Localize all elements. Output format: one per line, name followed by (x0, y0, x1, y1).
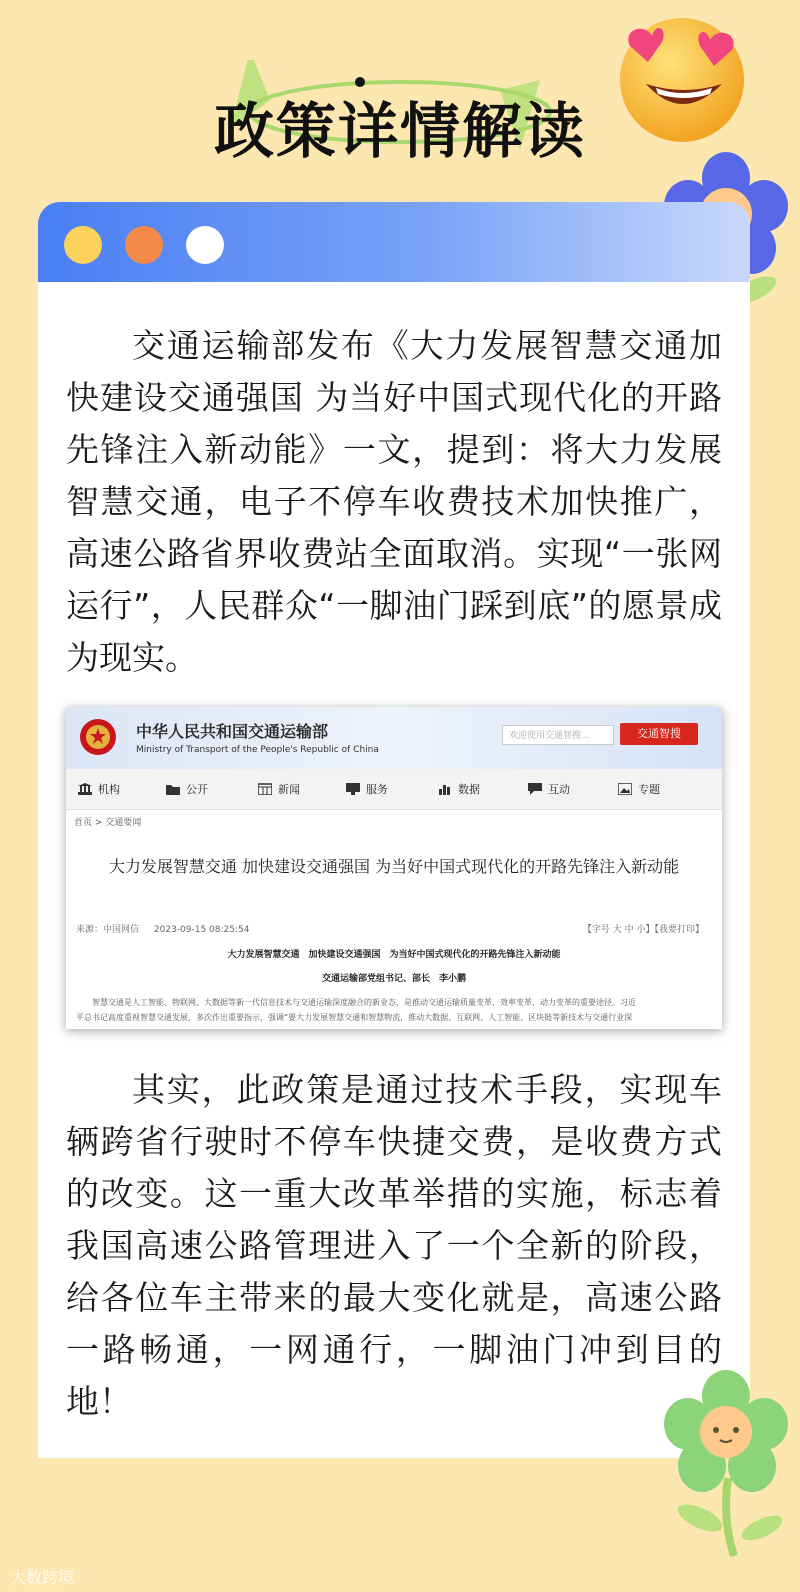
article-body-line: 平总书记高度重视智慧交通发展，多次作出重要指示，强调“要大力发展智慧交通和智慧物流，推动大数据、互联网、人工智能、区块链等新技术与交通行业深 (76, 1013, 633, 1022)
intro-paragraph: 交通运输部发布《大力发展智慧交通加快建设交通强国 为当好中国式现代化的开路先锋注入新动能》一文，提到：将大力发展智慧交通，电子不停车收费技术加快推广，高速公路省界收费站全面取消。实现“一张网运行”，人民群众“一脚油门踩到底”的愿景成为现实。 (66, 326, 722, 677)
yellow-dot-icon (64, 226, 102, 264)
image-icon (618, 783, 632, 795)
site-search-input[interactable]: 欢迎使用交通智搜... (502, 725, 614, 745)
article-title: 大力发展智慧交通 加快建设交通强国 为当好中国式现代化的开路先锋注入新动能 (108, 857, 680, 876)
breadcrumb: 首页 > 交通要闻 (74, 818, 142, 828)
calendar-icon (258, 783, 272, 795)
bar-chart-icon (438, 783, 452, 795)
content-card (38, 202, 750, 1458)
nav-label: 专题 (638, 783, 660, 796)
nav-label: 机构 (98, 783, 120, 796)
explanation-paragraph: 其实，此政策是通过技术手段，实现车辆跨省行驶时不停车快捷交费，是收费方式的改变。这一重大改革举措的实施，标志着我国高速公路管理进入了一个全新的阶段，给各位车主带来的最大变化就是，高速公路一路畅通，一网通行，一脚油门冲到目的地！ (66, 1070, 722, 1421)
article-meta (76, 922, 249, 935)
card-header (38, 202, 750, 282)
page-title: 政策详情解读 (214, 97, 586, 167)
site-name-cn: 中华人民共和国交通运输部 (136, 722, 329, 741)
nav-label: 服务 (366, 783, 388, 796)
nav-item-institutions[interactable] (78, 781, 120, 797)
nav-item-news[interactable] (258, 781, 300, 797)
article-body (76, 995, 712, 1025)
article-author: 交通运输部党组书记、部长 李小鹏 (321, 974, 466, 984)
green-flower-icon (662, 1368, 792, 1558)
watermark: 大数跨境 (10, 1568, 75, 1587)
site-name-en: Ministry of Transport of the People's Republic of China (136, 745, 379, 755)
site-search-button[interactable]: 交通智搜 (620, 723, 698, 745)
nav-label: 公开 (186, 783, 208, 796)
national-emblem-icon (78, 717, 118, 757)
article-body-line: 智慧交通是人工智能、物联网、大数据等新一代信息技术与交通运输深度融合的新业态，是推动交通运输质量变革、效率变革、动力变革的重要途径。习近 (92, 998, 636, 1007)
building-icon (78, 783, 92, 795)
folder-icon (166, 783, 180, 795)
monitor-icon (346, 783, 360, 795)
white-dot-icon (186, 226, 224, 264)
nav-item-interact[interactable] (528, 781, 570, 797)
nav-item-service[interactable] (346, 781, 388, 797)
article-date: 2023-09-15 08:25:54 (153, 925, 250, 935)
orange-dot-icon (125, 226, 163, 264)
article-subtitle: 大力发展智慧交通 加快建设交通强国 为当好中国式现代化的开路先锋注入新动能 (227, 950, 561, 960)
heart-eyes-emoji-icon (612, 6, 752, 146)
site-header (66, 707, 722, 769)
nav-label: 新闻 (278, 783, 300, 796)
nav-label: 数据 (458, 783, 480, 796)
site-nav (66, 769, 722, 810)
ministry-website-screenshot (66, 707, 722, 1029)
article-source: 来源：中国网信 (76, 925, 140, 935)
chat-icon (528, 783, 542, 795)
article-tools[interactable]: 【字号 大 中 小】【我要打印】 (582, 925, 704, 935)
nav-label: 互动 (548, 783, 570, 796)
nav-item-data[interactable] (438, 781, 480, 797)
nav-item-public[interactable] (166, 781, 208, 797)
nav-item-topics[interactable] (618, 781, 660, 797)
